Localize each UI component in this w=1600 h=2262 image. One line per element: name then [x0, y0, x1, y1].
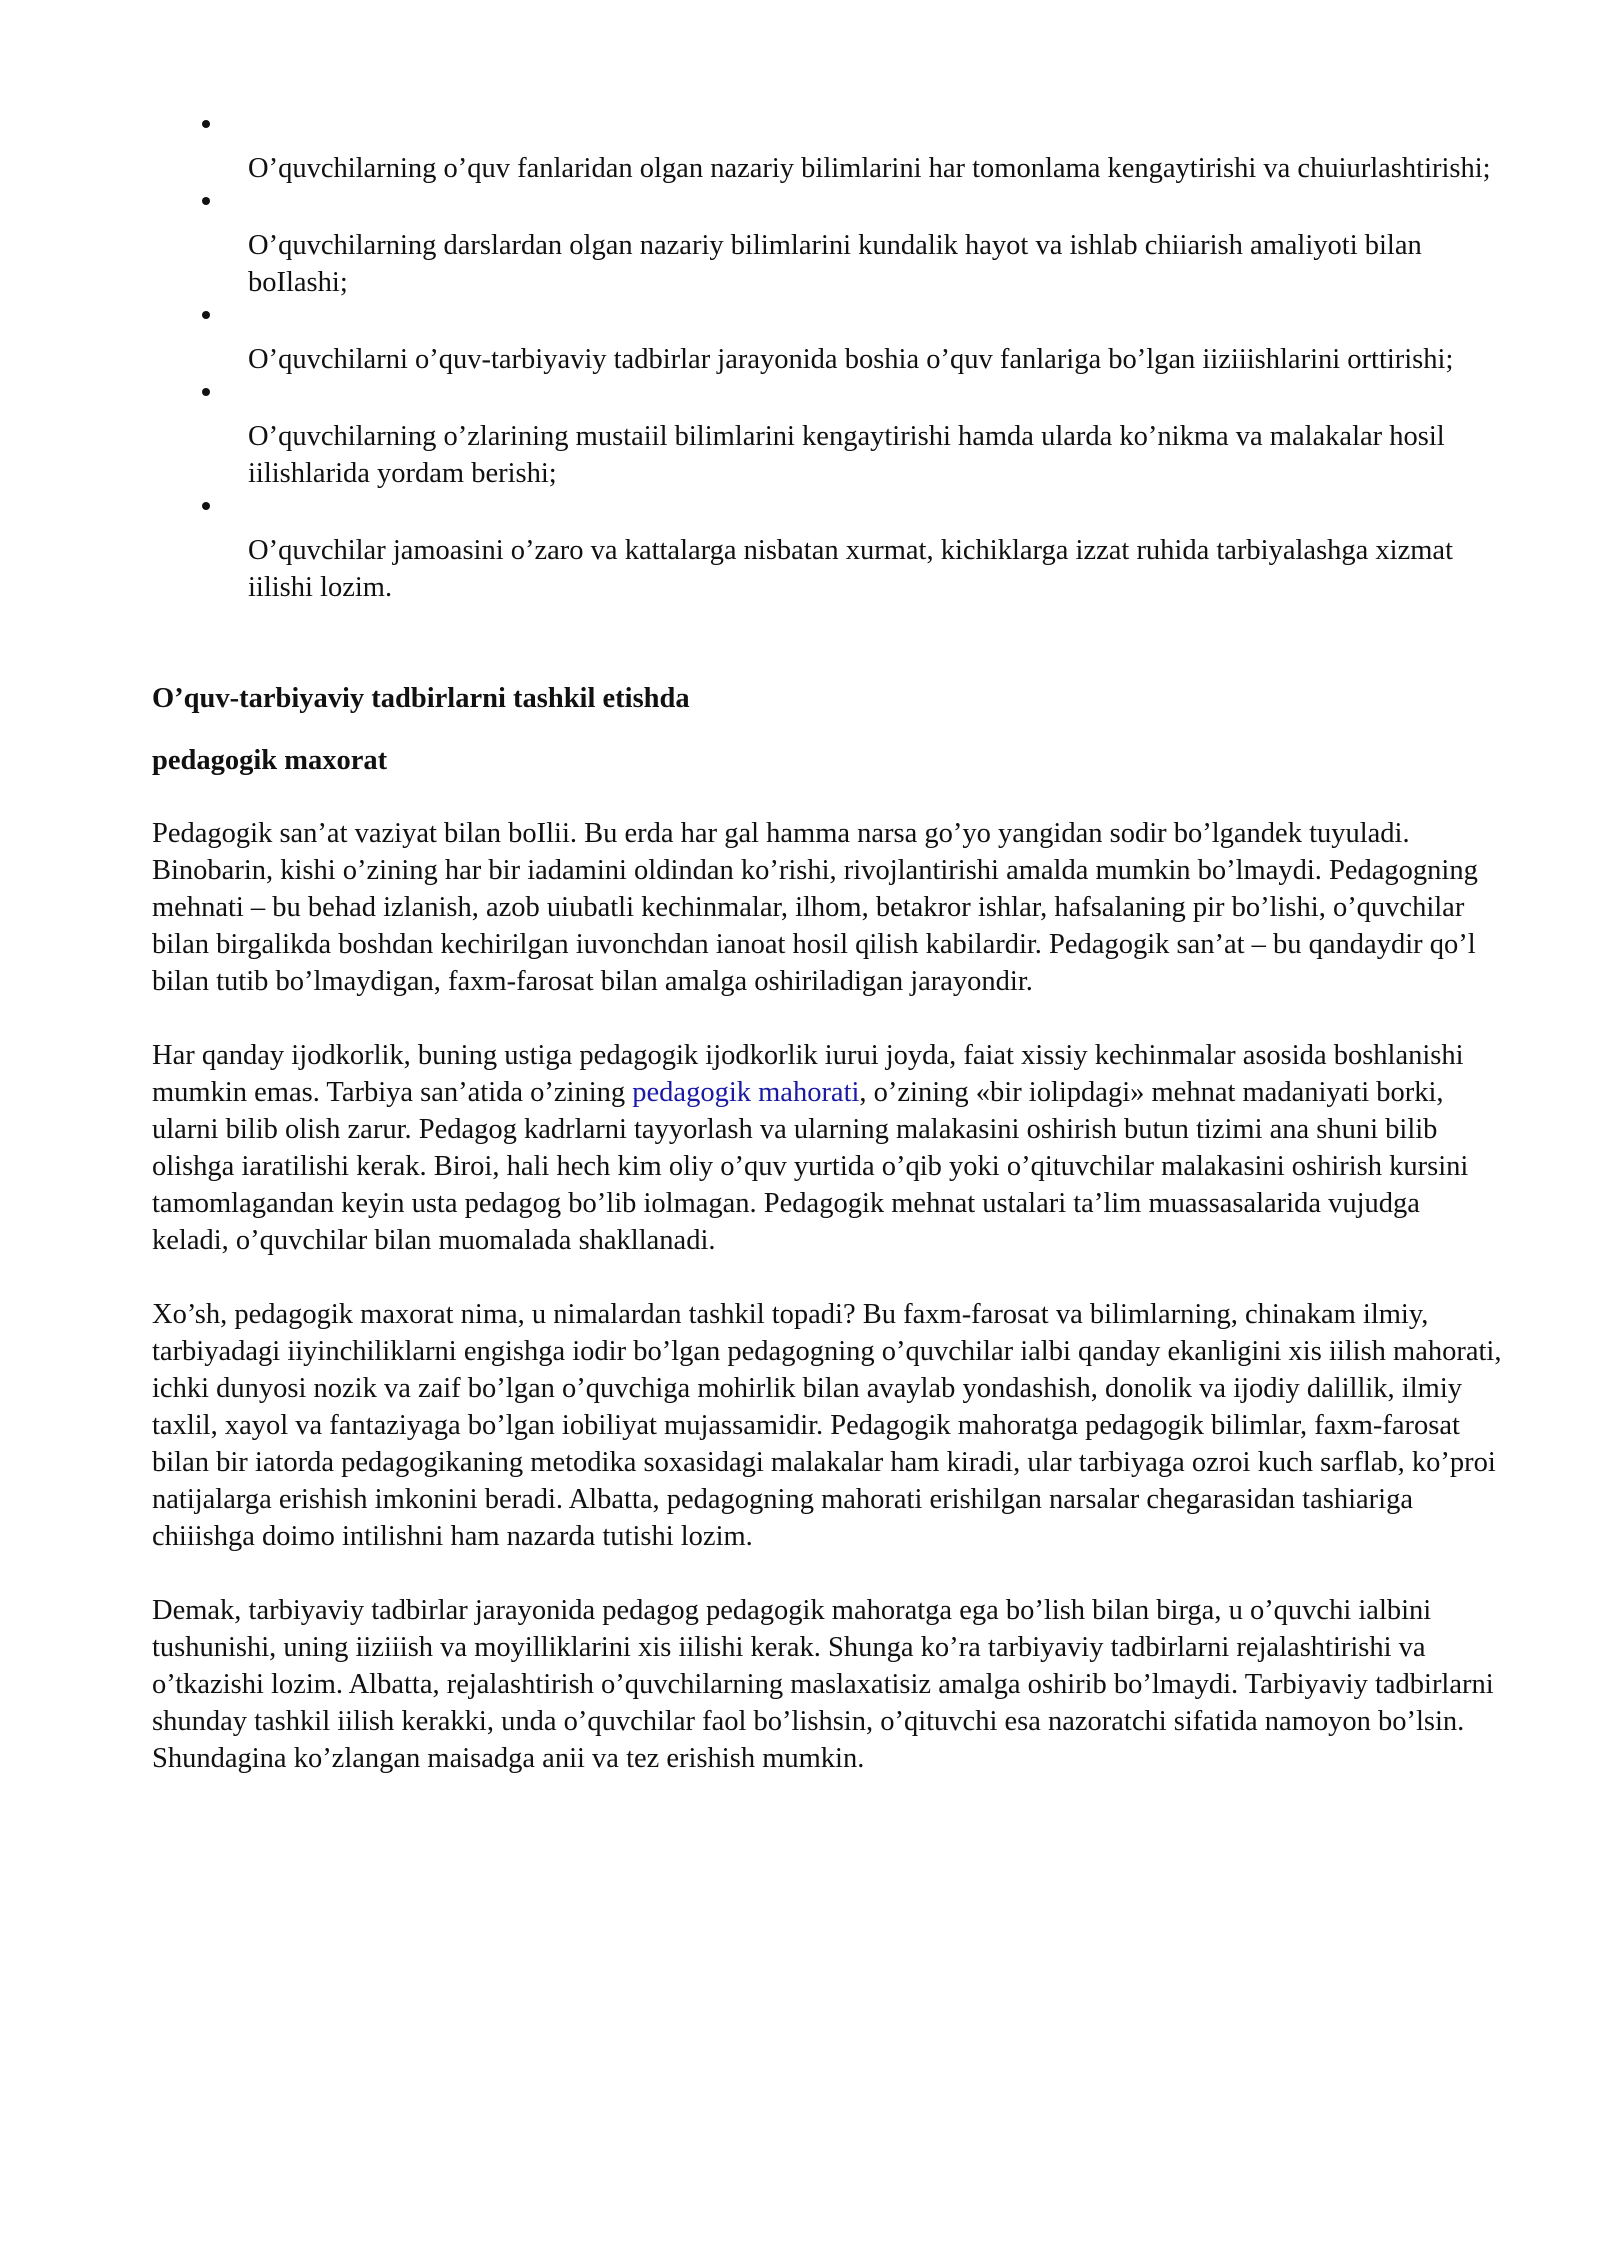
paragraph-2-text-before: Har qanday ijodkorlik, buning ustiga pedagogik ijodkorlik iurui joyda, faiat xissiy kechinmalar asosida boshlanishi mumkin emas. Tarbiya san’atida o’zining [152, 1040, 1464, 1108]
pedagogik-mahorati-link[interactable]: pedagogik mahorati [632, 1077, 860, 1108]
bullet-icon [202, 311, 210, 319]
bullet-icon [202, 120, 210, 128]
bullet-icon [202, 197, 210, 205]
paragraph-2 [152, 1037, 1502, 1259]
paragraph-2-text-after: , o’zining «bir iolipdagi» mehnat madaniyati borki, ularni bilib olish zarur. Pedagog kadrlarni tayyorlash va ularning malakasini oshirish butun tizimi ana shuni bilib olishga iaratilishi kerak. Biroi, hali hech kim oliy o’quv yurtida o’qib yoki o’qituvchilar malakasini oshirish kursini tamomlagandan keyin usta pedagog bo’lib iolmagan. Pedagogik mehnat ustalari ta’lim muassasalarida vujudga keladi, o’quvchilar bilan muomalada shakllanadi. [152, 1077, 1469, 1256]
paragraph-1: Pedagogik san’at vaziyat bilan boIlii. Bu erda har gal hamma narsa go’yo yangidan sodir bo’lgandek tuyuladi. Binobarin, kishi o’zining har bir iadamini oldindan ko’rishi, rivojlantirishi amalda mumkin bo’lmaydi. Pedagogning mehnati – bu behad izlanish, azob uiubatli kechinmalar, ilhom, betakror ishlar, hafsalaning pir bo’lishi, o’quvchilar bilan birgalikda boshdan kechirilgan iuvonchdan ianoat hosil qilish kabilardir. Pedagogik san’at – bu qandaydir qo’l bilan tutib bo’lmaydigan, faxm-farosat bilan amalga oshiriladigan jarayondir. [152, 818, 1478, 997]
list-item [152, 378, 1502, 492]
bullet-list [152, 110, 1502, 606]
list-item [152, 492, 1502, 606]
list-item-text: O’quvchilar jamoasini o’zaro va kattalarga nisbatan xurmat, kichiklarga izzat ruhida tarbiyalashga xizmat iilishi lozim. [248, 535, 1453, 603]
paragraph-3: Xo’sh, pedagogik maxorat nima, u nimalardan tashkil topadi? Bu faxm-farosat va bilimlarning, chinakam ilmiy, tarbiyadagi iiyinchiliklarni engishga iodir bo’lgan pedagogning o’quvchilar ialbi qanday ekanligini xis iilish mahorati, ichki dunyosi nozik va zaif bo’lgan o’quvchiga mohirlik bilan avaylab yondashish, donolik va ijodiy dalillik, ilmiy taxlil, xayol va fantaziyaga bo’lgan iobiliyat mujassamidir. Pedagogik mahoratga pedagogik bilimlar, faxm-farosat bilan bir iatorda pedagogikaning metodika soxasidagi malakalar ham kiradi, ular tarbiyaga ozroi kuch sarflab, ko’proi natijalarga erishish imkonini beradi. Albatta, pedagogning mahorati erishilgan narsalar chegarasidan tashiariga chiiishga doimo intilishni ham nazarda tutishi lozim. [152, 1299, 1502, 1552]
list-item [152, 187, 1502, 301]
list-item-text: O’quvchilarning o’quv fanlaridan olgan nazariy bilimlarini har tomonlama kengaytirishi va chuiurlashtirishi; [248, 153, 1491, 184]
list-item-text: O’quvchilarning o’zlarining mustaiil bilimlarini kengaytirishi hamda ularda ko’nikma va malakalar hosil iilishlarida yordam berishi; [248, 421, 1445, 489]
bullet-icon [202, 388, 210, 396]
document-page [152, 110, 1502, 1777]
section-heading: O’quv-tarbiyaviy tadbirlarni tashkil etishda [152, 683, 690, 714]
list-item-text: O’quvchilarni o’quv-tarbiyaviy tadbirlar jarayonida boshia o’quv fanlariga bo’lgan iiziiishlarini orttirishi; [248, 344, 1454, 375]
list-item [152, 301, 1502, 378]
paragraph-4: Demak, tarbiyaviy tadbirlar jarayonida pedagog pedagogik mahoratga ega bo’lish bilan birga, u o’quvchi ialbini tushunishi, uning iiziiish va moyilliklarini xis iilishi kerak. Shunga ko’ra tarbiyaviy tadbirlarni rejalashtirishi va o’tkazishi lozim. Albatta, rejalashtirish o’quvchilarning maslaxatisiz amalga oshirib bo’lmaydi. Tarbiyaviy tadbirlarni shunday tashkil iilish kerakki, unda o’quvchilar faol bo’lishsin, o’qituvchi esa nazoratchi sifatida namoyon bo’lsin. Shundagina ko’zlangan maisadga anii va tez erishish mumkin. [152, 1595, 1494, 1774]
section-subheading: pedagogik maxorat [152, 745, 388, 776]
bullet-icon [202, 502, 210, 510]
list-item [152, 110, 1502, 187]
list-item-text: O’quvchilarning darslardan olgan nazariy bilimlarini kundalik hayot va ishlab chiiarish amaliyoti bilan boIlashi; [248, 230, 1422, 298]
